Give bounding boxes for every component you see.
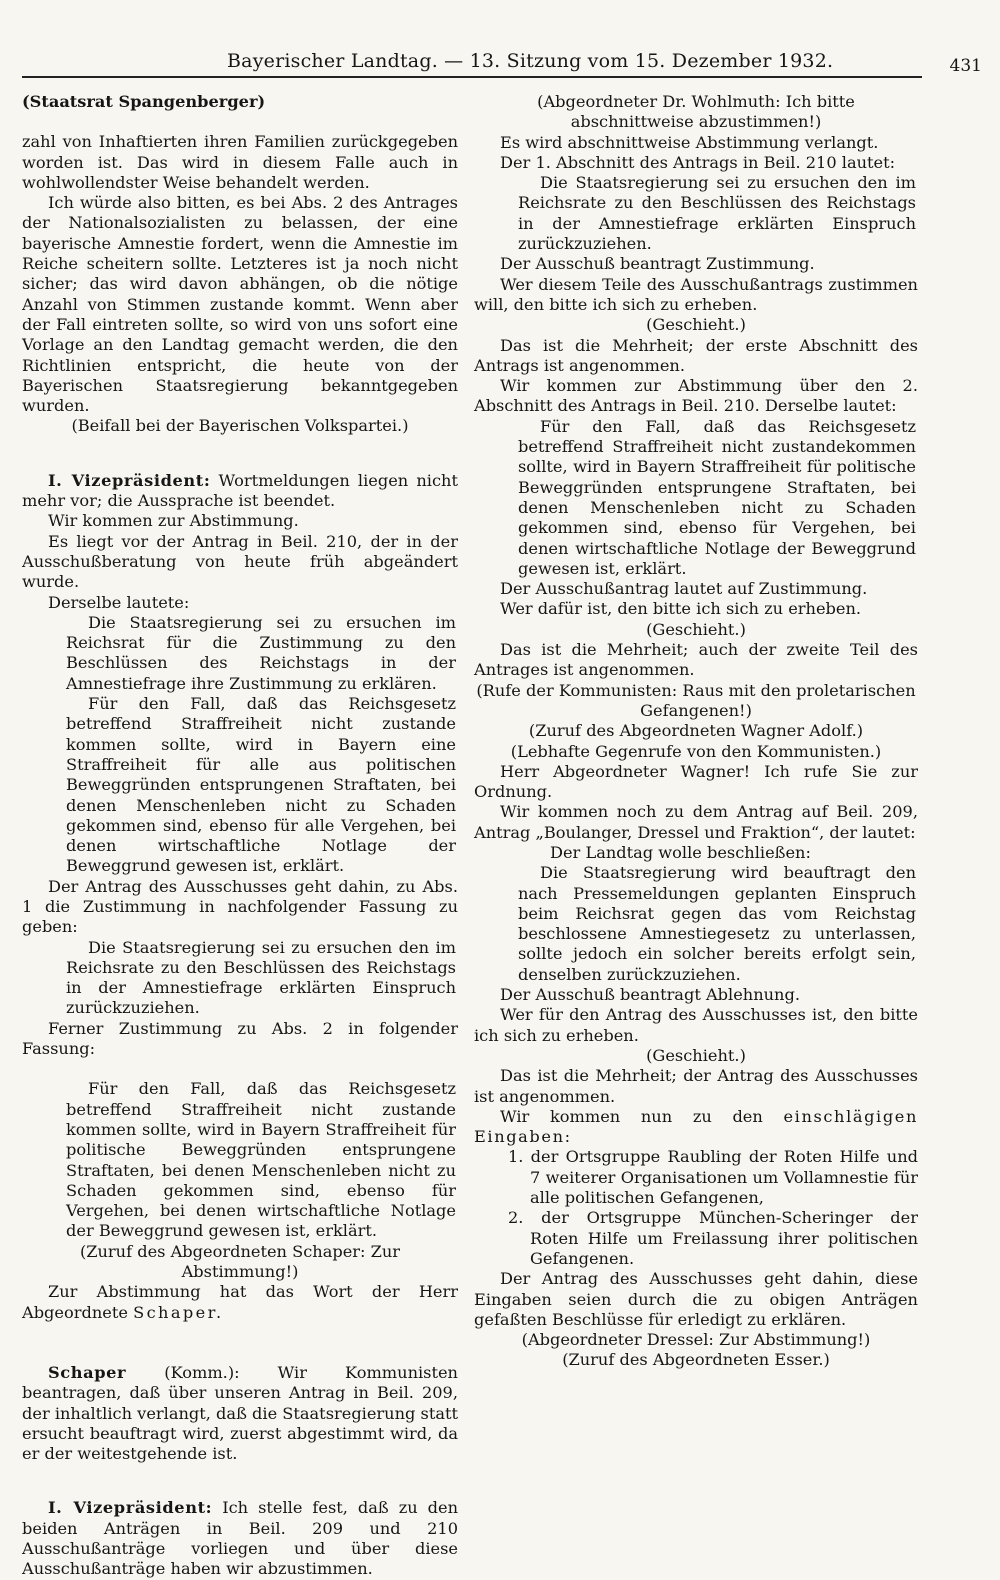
paragraph: Es liegt vor der Antrag in Beil. 210, der in der Ausschußberatung von heute früh abgeändert wurde. — [22, 531, 458, 592]
page-header — [22, 48, 982, 78]
quoted-motion: Für den Fall, daß das Reichsgesetz betreffend Straffreiheit nicht zustandekommen sollte, wird in Bayern Straffreiheit für politische Beweggründen entsprungene Straftaten, bei denen Menschenleben nicht zu Schaden gekommen sind, ebenso für Vergehen, bei denen wirtschaftliche Notlage der Beweggrund gewesen ist, erklärt. — [518, 416, 916, 578]
interjection: (Lebhafte Gegenrufe von den Kommunisten.) — [510, 741, 882, 761]
speaker-name: I. Vizepräsident: — [48, 1498, 213, 1518]
interjection: (Geschieht.) — [646, 619, 746, 639]
paragraph: Der Ausschußantrag lautet auf Zustimmung. — [500, 579, 868, 599]
page-number: 431 — [949, 56, 982, 76]
quoted-motion: Für den Fall, daß das Reichsgesetz betreffend Straffreiheit nicht zustande kommen sollte, wird in Bayern eine Straffreiheit für alle aus politischen Beweggründen entsprungenen Straftaten, bei denen Menschenleben nicht zu Schaden gekommen sind, ebenso für alle Vergehen, bei denen wirtschaftliche Notlage der Beweggrund gewesen ist, erklärt. — [66, 694, 456, 876]
speech-schaper — [22, 1363, 458, 1464]
quoted-motion: Die Staatsregierung wird beauftragt den nach Pressemeldungen geplanten Einspruch beim Reichsrat gegen das vom Reichstag beschlossene Amnestiegesetz zu unterlassen, sollte jedoch ein solcher bereits erfolgt sein, denselben zurückzuziehen. — [518, 863, 916, 984]
paragraph: Wir kommen zur Abstimmung. — [48, 511, 299, 531]
paragraph: Das ist die Mehrheit; der Antrag des Ausschusses ist angenommen. — [474, 1066, 918, 1106]
paragraph: Der Antrag des Ausschusses geht dahin, diese Eingaben seien durch die zu obigen Anträgen gefaßten Beschlüsse für erledigt zu erklären. — [474, 1269, 918, 1329]
quoted-motion: Für den Fall, daß das Reichsgesetz betreffend Straffreiheit nicht zustande kommen sollte, wird in Bayern Straffreiheit für politische Beweggründen entsprungene Straftaten, bei denen Menschenleben nicht zu Schaden gekommen sind, ebenso für Vergehen, bei denen wirtschaftliche Notlage der Beweggrund gewesen ist, erklärt. — [66, 1079, 456, 1241]
interjection: (Beifall bei der Bayerischen Volkspartei.) — [71, 416, 409, 436]
list-item: 2. der Ortsgruppe München-Scheringer der Roten Hilfe um Freilassung ihrer politischen Gefangenen. — [508, 1208, 918, 1268]
interjection: (Abgeordneter Dressel: Zur Abstimmung!) — [521, 1330, 871, 1350]
list-item: 1. der Ortsgruppe Raubling der Roten Hilfe und 7 weiterer Organisationen um Vollamnestie für alle politischen Gefangenen, — [508, 1147, 918, 1208]
interjection: (Rufe der Kommunisten: Raus mit den proletarischen Gefangenen!) — [476, 680, 916, 720]
interjection: (Zuruf des Abgeordneten Schaper: Zur Abstimmung!) — [79, 1241, 401, 1282]
paragraph: Das ist die Mehrheit; auch der zweite Teil des Antrages ist angenommen. — [474, 640, 918, 680]
paragraph — [22, 1282, 458, 1323]
paragraph: Wer für den Antrag des Ausschusses ist, den bitte ich sich zu erheben. — [474, 1005, 918, 1045]
interjection: (Geschieht.) — [646, 1045, 746, 1065]
spaced-heading: einschlägigen Eingaben: — [474, 1106, 918, 1147]
paragraph — [474, 1107, 918, 1148]
speaker-name-spaced: Schaper. — [133, 1302, 224, 1322]
quoted-motion: Die Staatsregierung sei zu ersuchen im Reichsrat für die Zustimmung zu den Beschlüssen des Reichstags in der Amnestiefrage ihre Zustimmung zu erklären. — [66, 612, 456, 693]
interjection: (Zuruf des Abgeordneten Wagner Adolf.) — [528, 721, 864, 741]
left-column — [22, 92, 458, 1580]
paragraph: Der Ausschuß beantragt Ablehnung. — [500, 985, 800, 1005]
paragraph: Derselbe lautete: — [48, 592, 190, 612]
paragraph: Wer diesem Teile des Ausschußantrags zustimmen will, den bitte ich sich zu erheben. — [474, 274, 918, 314]
paragraph-text: Wir kommen nun zu den — [500, 1106, 784, 1126]
right-column — [474, 92, 918, 1371]
speaker-tag: (Staatsrat Spangenberger) — [22, 92, 266, 111]
speech-text: Wortmeldungen liegen nicht mehr vor; die Aussprache ist beendet. — [22, 470, 458, 511]
speaker-name: I. Vizepräsident: — [48, 470, 211, 490]
speech-vizepraesident — [22, 1498, 458, 1579]
speech-text: Ich stelle fest, daß zu den beiden Anträgen in Beil. 209 und 210 Ausschußanträge vorliegen und über diese Ausschußanträge haben wir abzustimmen. — [22, 1498, 458, 1579]
speech-vizepraesident — [22, 471, 458, 512]
speaker-name: Schaper — [48, 1362, 127, 1382]
paragraph: Wer dafür ist, den bitte ich sich zu erheben. — [500, 599, 862, 619]
paragraph: Der Ausschuß beantragt Zustimmung. — [500, 254, 815, 274]
paragraph: Ferner Zustimmung zu Abs. 2 in folgender Fassung: — [22, 1018, 458, 1059]
paragraph: zahl von Inhaftierten ihren Familien zurückgegeben worden ist. Das wird in diesem Falle auch in wohlwollendster Weise behandelt werden. — [22, 132, 458, 192]
paragraph: Wir kommen noch zu dem Antrag auf Beil. 209, Antrag „Boulanger, Dressel und Fraktion“, der lautet: — [474, 802, 918, 842]
interjection: (Geschieht.) — [646, 315, 746, 335]
paragraph: Herr Abgeordneter Wagner! Ich rufe Sie zur Ordnung. — [474, 761, 918, 802]
quoted-motion: Die Staatsregierung sei zu ersuchen den im Reichsrate zu den Beschlüssen des Reichstags in der Amnestiefrage erklärten Einspruch zurückzuziehen. — [66, 937, 456, 1018]
paragraph-text: Zur Abstimmung hat das Wort der Herr Abgeordnete — [22, 1282, 458, 1322]
paragraph: Ich würde also bitten, es bei Abs. 2 des Antrages der Nationalsozialisten zu belassen, der eine bayerische Amnestie fordert, wenn die Amnestie im Reiche scheitern sollte. Letzteres ist ja noch nicht sicher; das wird davon abhängen, ob die nötige Anzahl von Stimmen zustande kommt. Wenn aber der Fall eintreten sollte, so wird von uns sofort eine Vorlage an den Landtag gemacht werden, die den Richtlinien entspricht, die heute von der Bayerischen Staatsregierung bekanntgegeben wurden. — [22, 193, 458, 416]
paragraph: Der Antrag des Ausschusses geht dahin, zu Abs. 1 die Zustimmung in nachfolgender Fassung zu geben: — [22, 876, 458, 937]
paragraph: Es wird abschnittweise Abstimmung verlangt. — [500, 132, 879, 152]
interjection: (Zuruf des Abgeordneten Esser.) — [562, 1350, 830, 1370]
speech-text: (Komm.): Wir Kommunisten beantragen, daß über unseren Antrag in Beil. 209, der inhaltlich verlangt, daß die Staatsregierung statt ersucht beauftragt wird, zuerst abgestimmt wird, da er der weitestgehende ist. — [22, 1362, 459, 1464]
quoted-motion: Die Staatsregierung sei zu ersuchen den im Reichsrate zu den Beschlüssen des Reichstags in der Amnestiefrage erklärten Einspruch zurückzuziehen. — [518, 173, 916, 254]
header-title: Bayerischer Landtag. — 13. Sitzung vom 15. Dezember 1932. — [227, 50, 834, 72]
paragraph: Der 1. Abschnitt des Antrags in Beil. 210 lautet: — [500, 152, 896, 172]
paragraph: Das ist die Mehrheit; der erste Abschnitt des Antrags ist angenommen. — [474, 335, 918, 375]
interjection: (Abgeordneter Dr. Wohlmuth: Ich bitte abschnittweise abzustimmen!) — [537, 92, 855, 132]
paragraph: Wir kommen zur Abstimmung über den 2. Abschnitt des Antrags in Beil. 210. Derselbe lautet: — [474, 376, 918, 416]
paragraph: Der Landtag wolle beschließen: — [550, 842, 811, 862]
